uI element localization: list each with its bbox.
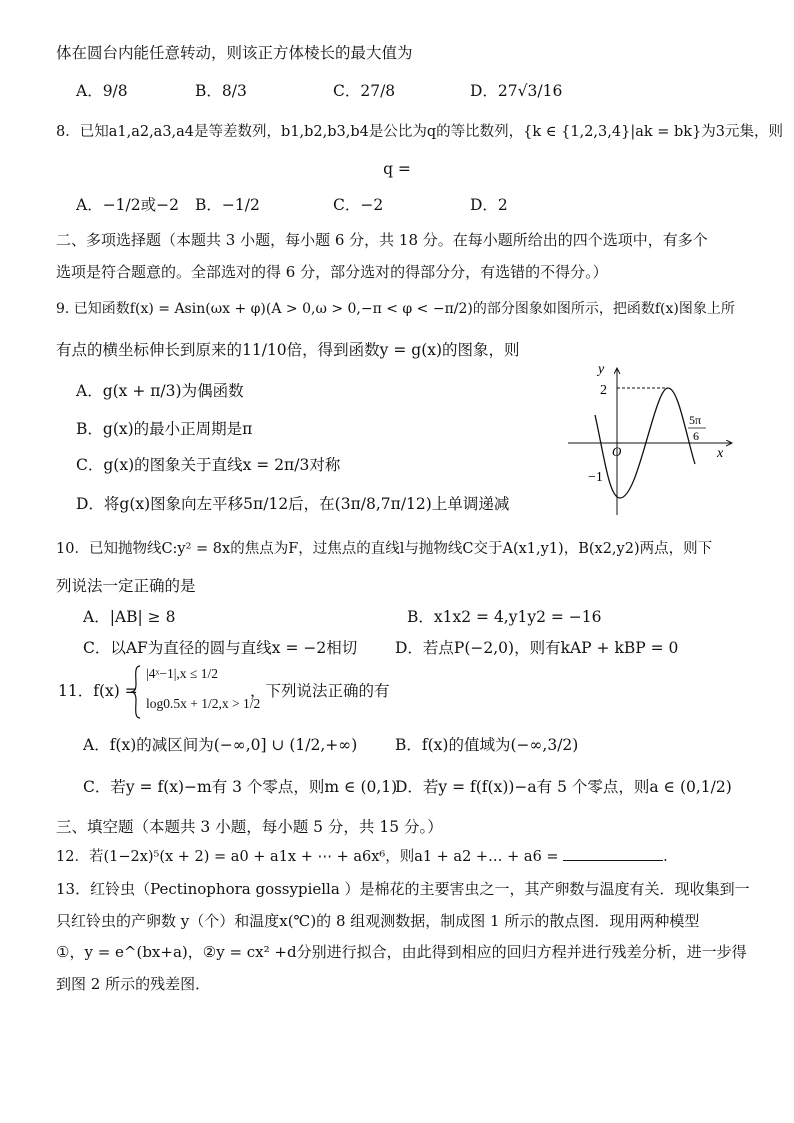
section3-heading: 三、填空题（本题共 3 小题，每小题 5 分，共 15 分。）: [56, 818, 443, 836]
q9-graph-origin-label: O: [612, 444, 622, 459]
q10-option-b: B．x1x2 = 4,y1y2 = −16: [407, 608, 602, 626]
q11-option-c: C．若y = f(x)−m有 3 个零点，则m ∈ (0,1): [83, 778, 398, 796]
q12-stem-text: 12．若(1−2x)⁵(x + 2) = a0 + a1x + ⋯ + a6x⁶，则a1 + a2 +… + a6 =: [56, 849, 559, 865]
q8-option-c: C．−2: [333, 196, 384, 214]
section2-heading-line1: 二、多项选择题（本题共 3 小题，每小题 6 分，共 18 分。在每小题所给出的四个选项中，有多个: [56, 231, 708, 249]
q7-option-b: B．8/3: [195, 82, 247, 100]
q8-option-a: A．−1/2或−2: [76, 196, 179, 214]
q7-option-d: D．27√3/16: [470, 82, 563, 100]
q13-stem-line4: 到图 2 所示的残差图．: [56, 975, 211, 993]
q7-option-a: A．9/8: [76, 82, 128, 100]
q11-case2: log0.5x + 1/2,x > 1/2: [146, 696, 261, 711]
q10-stem-line2: 列说法一定正确的是: [56, 577, 196, 595]
q10-option-a: A．|AB| ≥ 8: [83, 608, 176, 626]
q10-stem-line1: 10．已知抛物线C:y² = 8x的焦点为F，过焦点的直线l与抛物线C交于A(x1,y1)，B(x2,y2)两点，则下: [56, 541, 713, 557]
q13-stem-line1: 13．红铃虫（Pectinophora gossypiella ）是棉花的主要害虫之一，其产卵数与温度有关．现收集到一: [56, 880, 750, 898]
q11-prefix: 11．f(x) =: [58, 682, 138, 700]
q9-option-a: A．g(x + π/3)为偶函数: [76, 382, 244, 400]
q7-stem-tail: 体在圆台内能任意转动，则该正方体棱长的最大值为: [56, 44, 413, 62]
q9-option-c: C．g(x)的图象关于直线x = 2π/3对称: [76, 456, 341, 474]
q8-option-b: B．−1/2: [195, 196, 260, 214]
q13-stem-line3: ①，y = e^(bx+a)，②y = cx² +d分别进行拟合，由此得到相应的回归方程并进行残差分析，进一步得: [56, 943, 747, 961]
q9-graph-min-label: −1: [588, 470, 603, 485]
q10-option-c: C．以AF为直径的圆与直线x = −2相切: [83, 639, 358, 657]
q12-stem: [56, 846, 668, 868]
q9-graph-mark-num: 5π: [689, 413, 702, 427]
q8-option-d: D．2: [470, 196, 508, 214]
q9-stem-line2: 有点的横坐标伸长到原来的11/10倍，得到函数y = g(x)的图象，则: [56, 341, 520, 359]
q9-sine-graph: [560, 360, 740, 520]
q9-option-b: B．g(x)的最小正周期是π: [76, 420, 253, 438]
q11-option-a: A．f(x)的减区间为(−∞,0] ∪ (1/2,+∞): [83, 736, 358, 754]
q12-answer-blank: [563, 846, 663, 861]
q7-option-c: C．27/8: [333, 82, 396, 100]
q9-graph-y-label: y: [598, 362, 605, 377]
q8-stem-end: q =: [383, 160, 411, 178]
q11-option-d: D．若y = f(f(x))−a有 5 个零点，则a ∈ (0,1/2): [395, 778, 732, 796]
q12-stem-end: .: [663, 849, 668, 865]
q11-suffix: ，下列说法正确的有: [250, 682, 390, 700]
q11-case1: |4ˣ−1|,x ≤ 1/2: [146, 666, 218, 681]
q9-graph-x-label: x: [717, 446, 724, 461]
q9-graph-max-label: 2: [600, 383, 607, 398]
q8-stem: 8．已知a1,a2,a3,a4是等差数列，b1,b2,b3,b4是公比为q的等比数列，{k ∈ {1,2,3,4}|ak = bk}为3元集，则: [56, 124, 784, 140]
q10-option-d: D．若点P(−2,0)，则有kAP + kBP = 0: [395, 639, 679, 657]
q9-graph-mark-den: 6: [693, 429, 699, 443]
q9-option-d: D．将g(x)图象向左平移5π/12后，在(3π/8,7π/12)上单调递减: [76, 495, 510, 513]
q11-brace: [130, 664, 142, 720]
q13-stem-line2: 只红铃虫的产卵数 y（个）和温度x(℃)的 8 组观测数据，制成图 1 所示的散点图．现用两种模型: [56, 912, 700, 930]
section2-heading-line2: 选项是符合题意的。全部选对的得 6 分，部分选对的得部分分，有选错的不得分。）: [56, 263, 608, 281]
q9-stem-line1: 9. 已知函数f(x) = Asin(ωx + φ)(A > 0,ω > 0,−π < φ < −π/2)的部分图象如图所示，把函数f(x)图象上所: [56, 301, 735, 317]
q11-option-b: B．f(x)的值域为(−∞,3/2): [395, 736, 579, 754]
